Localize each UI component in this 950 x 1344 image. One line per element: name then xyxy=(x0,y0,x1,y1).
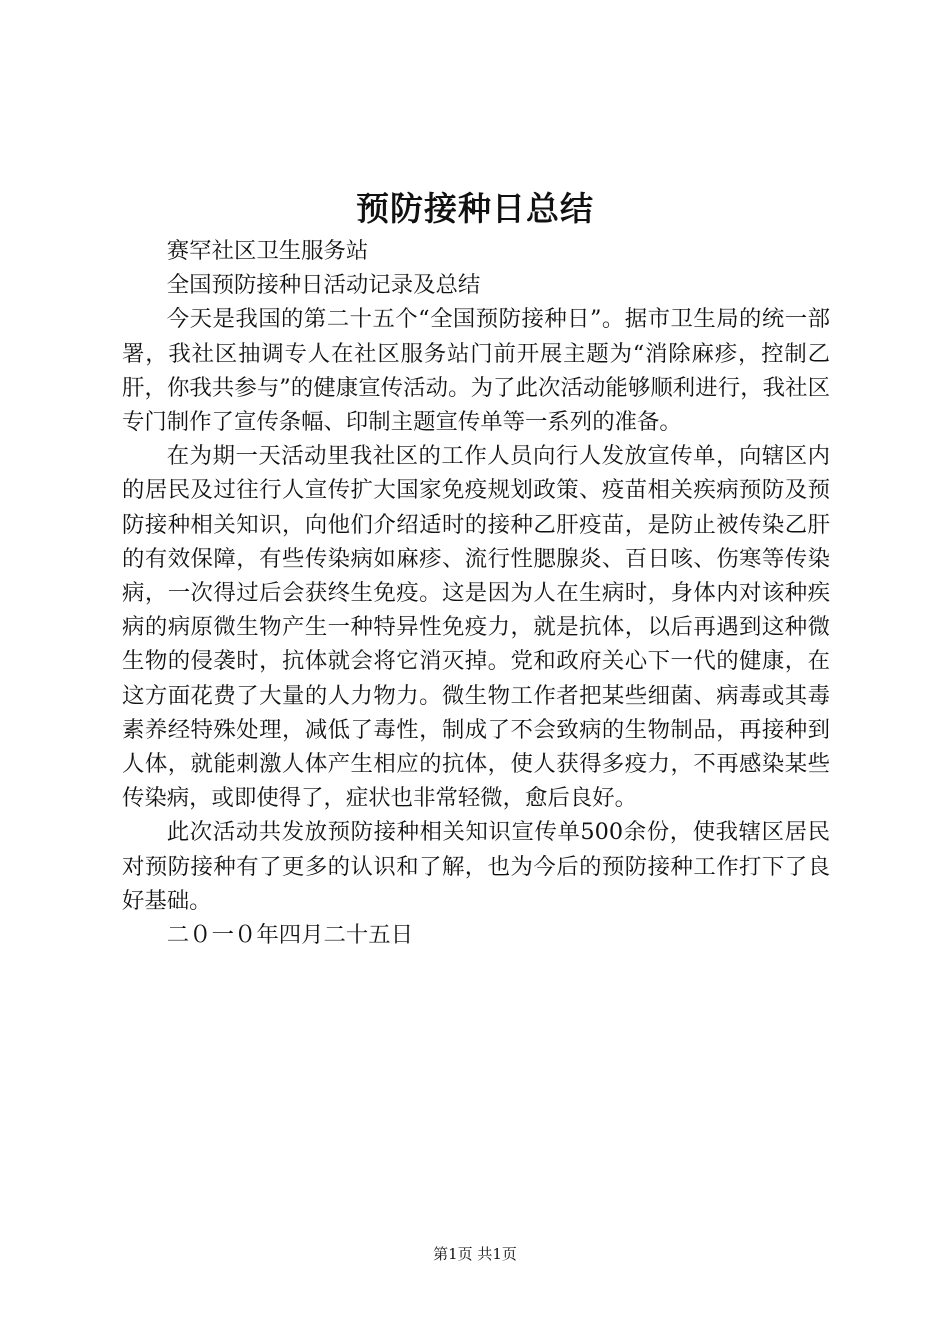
paragraph-organization: 赛罕社区卫生服务站 xyxy=(166,238,369,264)
paragraph-intro: 今天是我国的第二十五个“全国预防接种日”。据市卫生局的统一部署，我社区抽调专人在社区服务站门前开展主题为“消除麻疹，控制乙肝，你我共参与”的健康宣传活动。为了此次活动能够顺利进行，我社区专门制作了宣传条幅、印制主题宣传单等一系列的准备。 xyxy=(122,306,830,436)
paragraph-activity: 在为期一天活动里我社区的工作人员向行人发放宣传单，向辖区内的居民及过往行人宣传扩大国家免疫规划政策、疫苗相关疾病预防及预防接种相关知识，向他们介绍适时的接种乙肝疫苗，是防止被传染乙肝的有效保障，有些传染病如麻疹、流行性腮腺炎、百日咳、伤寒等传染病，一次得过后会获终生免疫。这是因为人在生病时，身体内对该种疾病的病原微生物产生一种特异性免疫力，就是抗体，以后再遇到这种微生物的侵袭时，抗体就会将它消灭掉。党和政府关心下一代的健康，在这方面花费了大量的人力物力。微生物工作者把某些细菌、病毒或其毒素养经特殊处理，减低了毒性，制成了不会致病的生物制品，再接种到人体，就能刺激人体产生相应的抗体，使人获得多疫力，不再感染某些传染病，或即使得了，症状也非常轻微，愈后良好。 xyxy=(122,443,830,812)
paragraph-subtitle: 全国预防接种日活动记录及总结 xyxy=(166,272,481,299)
document-title: 预防接种日总结 xyxy=(356,189,594,228)
document-body xyxy=(122,234,830,952)
paragraph-result: 此次活动共发放预防接种相关知识宣传单500余份，使我辖区居民对预防接种有了更多的认识和了解，也为今后的预防接种工作打下了良好基础。 xyxy=(122,819,830,914)
paragraph-date: 二０一０年四月二十五日 xyxy=(166,922,414,949)
page-footer: 第1页 共1页 xyxy=(433,1245,517,1263)
